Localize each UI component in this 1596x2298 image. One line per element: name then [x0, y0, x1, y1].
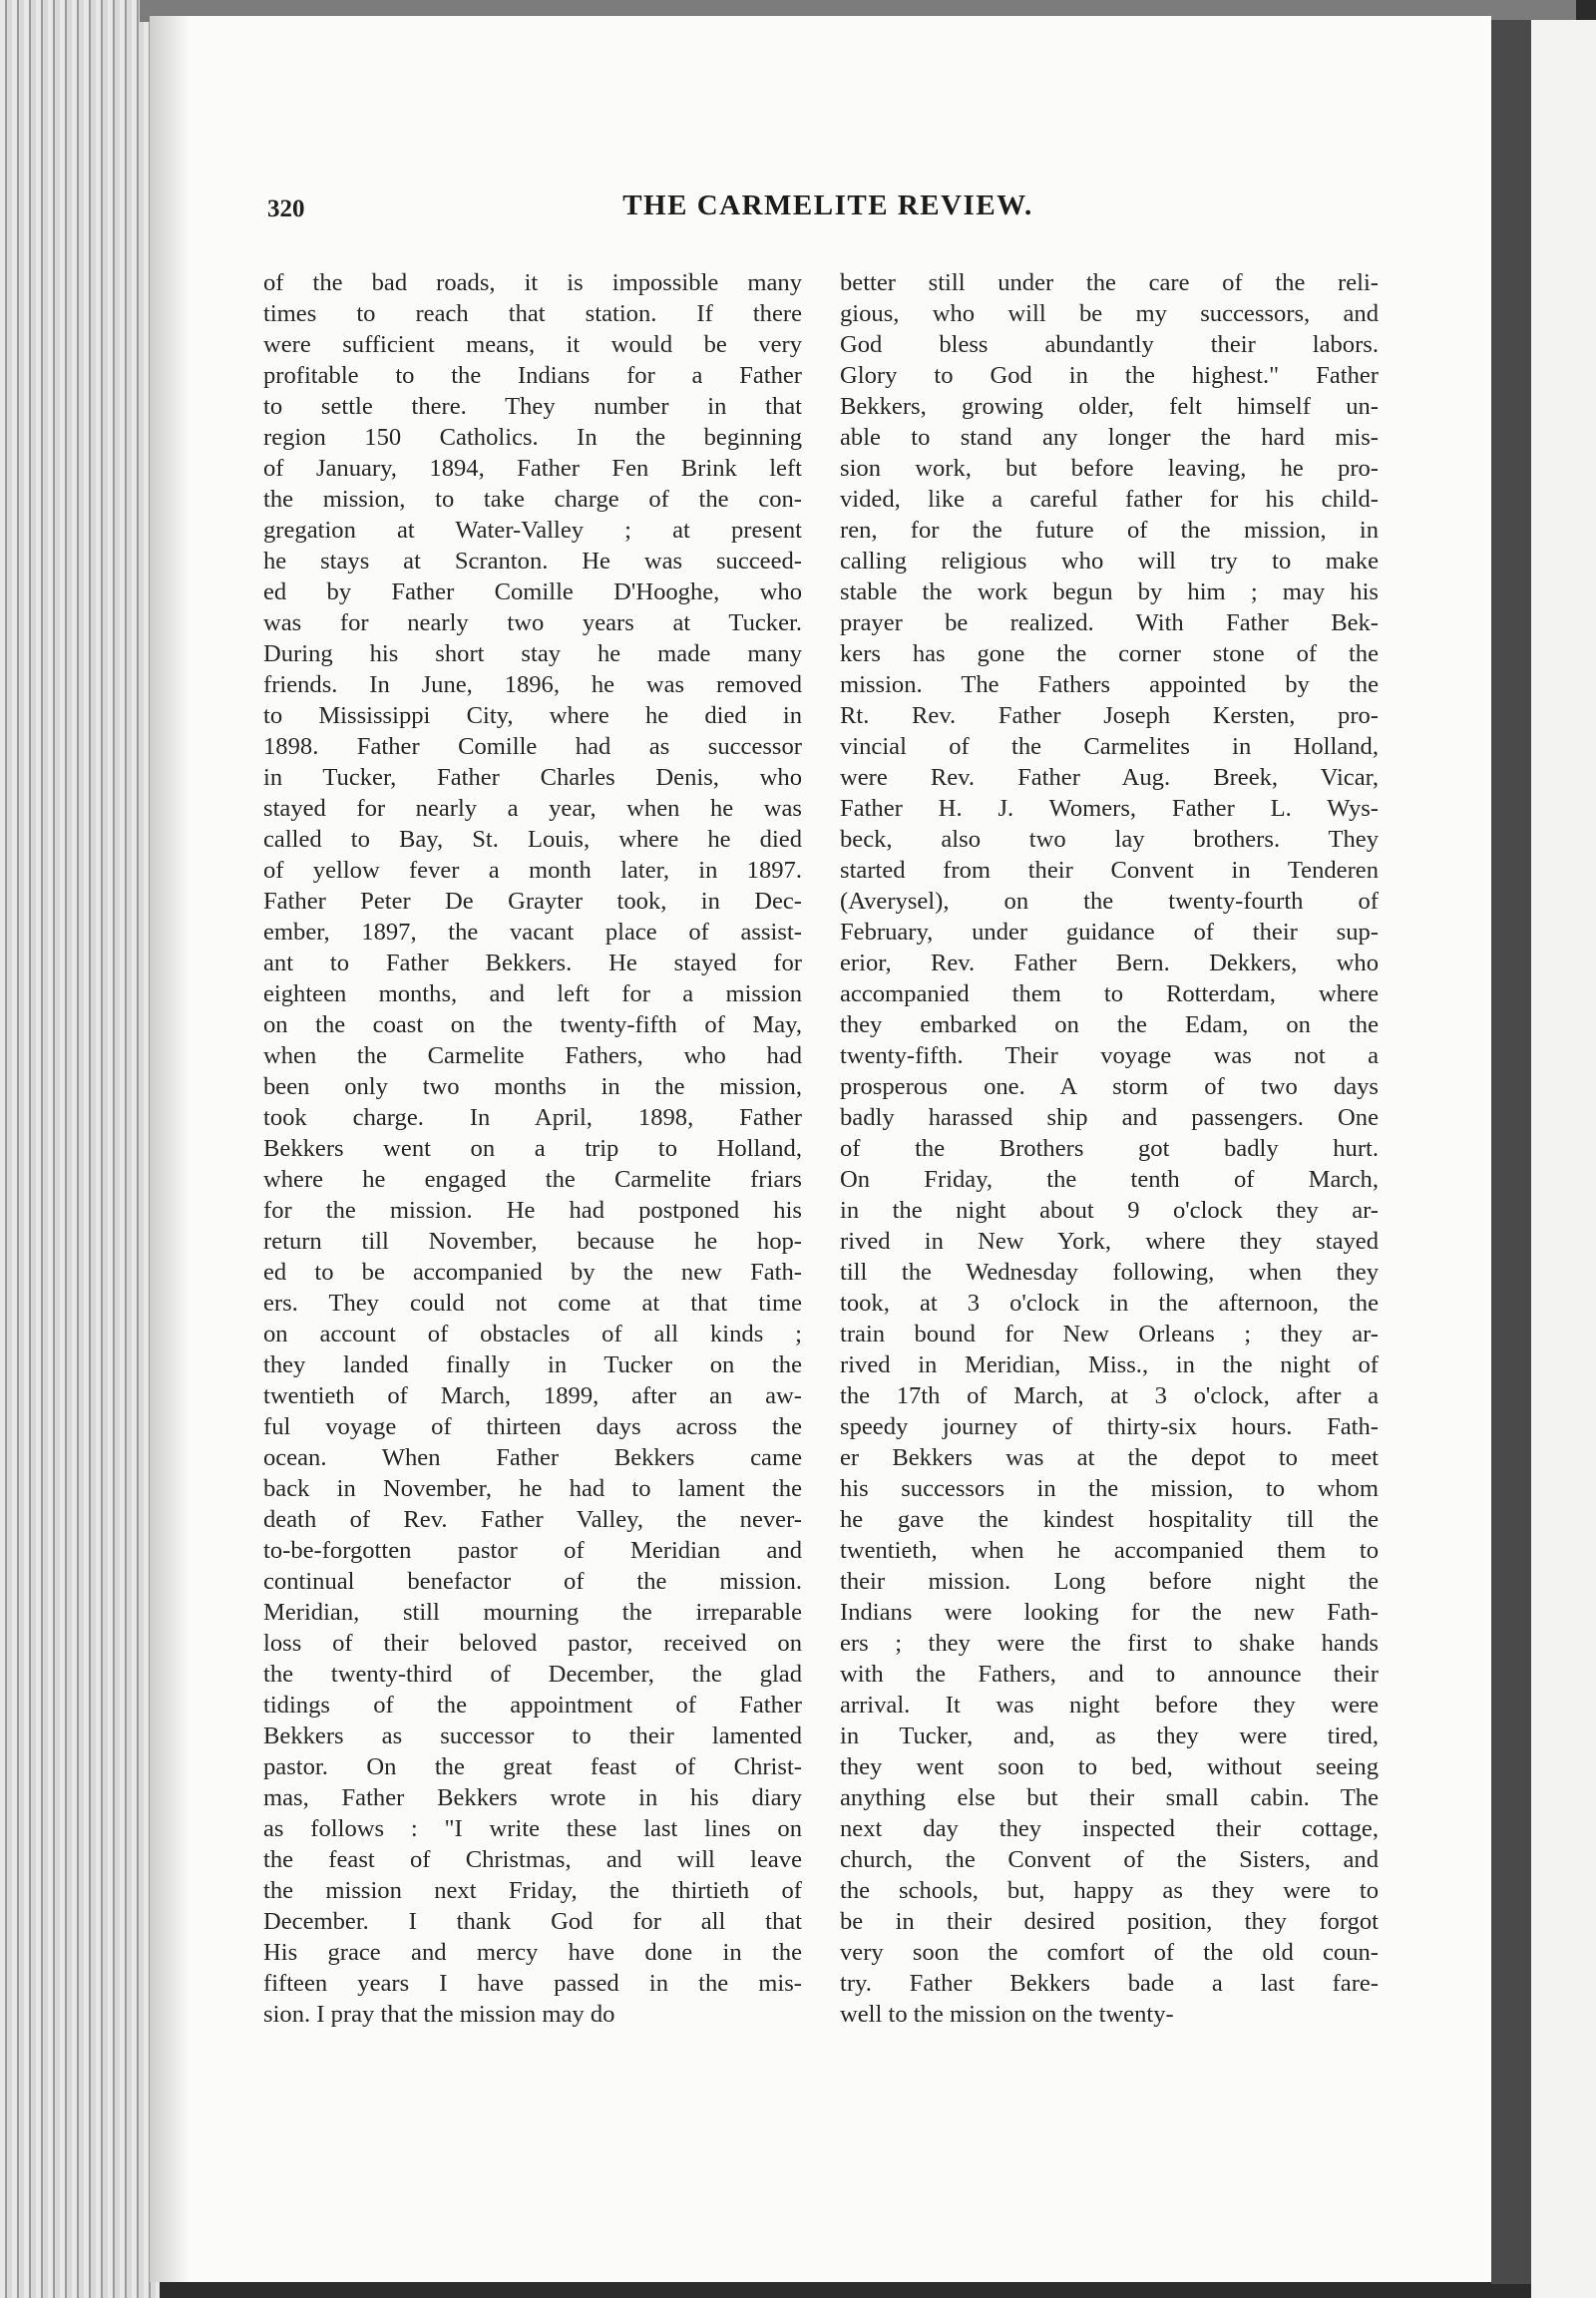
text-line: the 17th of March, at 3 o'clock, after a	[840, 1382, 1379, 1409]
text-line: badly harassed ship and passengers. One	[840, 1104, 1379, 1131]
text-line: prosperous one. A storm of two days	[840, 1073, 1379, 1100]
text-line: were Rev. Father Aug. Breek, Vicar,	[840, 764, 1379, 791]
text-line: ers ; they were the first to shake hands	[840, 1630, 1379, 1657]
text-line: in Tucker, Father Charles Denis, who	[263, 764, 802, 791]
text-line: Glory to God in the highest." Father	[840, 362, 1379, 389]
text-line: his successors in the mission, to whom	[840, 1475, 1379, 1502]
text-line: Indians were looking for the new Fath-	[840, 1599, 1379, 1626]
text-line: mas, Father Bekkers wrote in his diary	[263, 1784, 802, 1811]
text-line: on account of obstacles of all kinds ;	[263, 1321, 802, 1347]
binding-shadow	[150, 16, 190, 2282]
text-line: with the Fathers, and to announce their	[840, 1661, 1379, 1688]
text-line: as follows : "I write these last lines on	[263, 1815, 802, 1842]
text-line: Bekkers went on a trip to Holland,	[263, 1135, 802, 1162]
text-line: able to stand any longer the hard mis-	[840, 424, 1379, 451]
text-line: ember, 1897, the vacant place of assist-	[263, 919, 802, 946]
text-line: kers has gone the corner stone of the	[840, 640, 1379, 667]
text-line: (Averysel), on the twenty-fourth of	[840, 888, 1379, 915]
text-line: Bekkers, growing older, felt himself un-	[840, 393, 1379, 420]
text-line: well to the mission on the twenty-	[840, 2001, 1174, 2028]
text-line: sion work, but before leaving, he pro-	[840, 455, 1379, 482]
text-line: stayed for nearly a year, when he was	[263, 795, 802, 822]
text-line: loss of their beloved pastor, received on	[263, 1630, 802, 1657]
text-line: were sufficient means, it would be very	[263, 331, 802, 358]
text-line: twentieth of March, 1899, after an aw-	[263, 1382, 802, 1409]
text-line: stable the work begun by him ; may his	[840, 578, 1379, 605]
text-line: ed to be accompanied by the new Fath-	[263, 1259, 802, 1286]
text-line: speedy journey of thirty-six hours. Fath-	[840, 1413, 1379, 1440]
text-line: rived in Meridian, Miss., in the night of	[840, 1351, 1379, 1378]
text-line: profitable to the Indians for a Father	[263, 362, 802, 389]
text-line: took, at 3 o'clock in the afternoon, the	[840, 1290, 1379, 1317]
text-line: anything else but their small cabin. The	[840, 1784, 1379, 1811]
text-line: twentieth, when he accompanied them to	[840, 1537, 1379, 1564]
text-line: took charge. In April, 1898, Father	[263, 1104, 802, 1131]
text-line: pastor. On the great feast of Christ-	[263, 1753, 802, 1780]
text-line: Father H. J. Womers, Father L. Wys-	[840, 795, 1379, 822]
text-line: ren, for the future of the mission, in	[840, 517, 1379, 544]
text-line: be in their desired position, they forgot	[840, 1908, 1379, 1935]
text-line: he gave the kindest hospitality till the	[840, 1506, 1379, 1533]
text-line: 1898. Father Comille had as successor	[263, 733, 802, 760]
text-line: friends. In June, 1896, he was removed	[263, 671, 802, 698]
text-line: of January, 1894, Father Fen Brink left	[263, 455, 802, 482]
right-column	[840, 267, 1379, 2030]
text-line: started from their Convent in Tenderen	[840, 857, 1379, 884]
text-line: sion. I pray that the mission may do	[263, 2001, 615, 2028]
text-line: very soon the comfort of the old coun-	[840, 1939, 1379, 1966]
text-line: when the Carmelite Fathers, who had	[263, 1042, 802, 1069]
text-line: for the mission. He had postponed his	[263, 1197, 802, 1224]
text-line: the schools, but, happy as they were to	[840, 1877, 1379, 1904]
text-line: region 150 Catholics. In the beginning	[263, 424, 802, 451]
text-line: he stays at Scranton. He was succeed-	[263, 548, 802, 574]
text-line: to Mississippi City, where he died in	[263, 702, 802, 729]
text-line: erior, Rev. Father Bern. Dekkers, who	[840, 950, 1379, 976]
text-line: beck, also two lay brothers. They	[840, 826, 1379, 853]
book-page-edges	[0, 0, 160, 2298]
text-line: in the night about 9 o'clock they ar-	[840, 1197, 1379, 1224]
text-line: mission. The Fathers appointed by the	[840, 671, 1379, 698]
text-line: their mission. Long before night the	[840, 1568, 1379, 1595]
text-line: continual benefactor of the mission.	[263, 1568, 802, 1595]
text-line: better still under the care of the reli-	[840, 269, 1379, 296]
text-line: try. Father Bekkers bade a last fare-	[840, 1970, 1379, 1997]
left-column	[263, 267, 802, 2030]
text-line: they embarked on the Edam, on the	[840, 1011, 1379, 1038]
text-line: Meridian, still mourning the irreparable	[263, 1599, 802, 1626]
text-line: death of Rev. Father Valley, the never-	[263, 1506, 802, 1533]
text-line: vincial of the Carmelites in Holland,	[840, 733, 1379, 760]
text-line: gious, who will be my successors, and	[840, 300, 1379, 327]
text-line: Rt. Rev. Father Joseph Kersten, pro-	[840, 702, 1379, 729]
text-line: the feast of Christmas, and will leave	[263, 1846, 802, 1873]
text-line: been only two months in the mission,	[263, 1073, 802, 1100]
text-line: church, the Convent of the Sisters, and	[840, 1846, 1379, 1873]
text-line: ful voyage of thirteen days across the	[263, 1413, 802, 1440]
text-line: tidings of the appointment of Father	[263, 1692, 802, 1719]
text-line: accompanied them to Rotterdam, where	[840, 980, 1379, 1007]
text-line: of the Brothers got badly hurt.	[840, 1135, 1379, 1162]
text-line: Father Peter De Grayter took, in Dec-	[263, 888, 802, 915]
running-head: THE CARMELITE REVIEW.	[622, 190, 1033, 221]
text-line: His grace and mercy have done in the	[263, 1939, 802, 1966]
text-line: twenty-fifth. Their voyage was not a	[840, 1042, 1379, 1069]
text-line: arrival. It was night before they were	[840, 1692, 1379, 1719]
text-line: ant to Father Bekkers. He stayed for	[263, 950, 802, 976]
text-line: During his short stay he made many	[263, 640, 802, 667]
text-line: February, under guidance of their sup-	[840, 919, 1379, 946]
facing-page-edge	[1531, 20, 1596, 2298]
text-line: the mission next Friday, the thirtieth of	[263, 1877, 802, 1904]
text-line: called to Bay, St. Louis, where he died	[263, 826, 802, 853]
text-line: er Bekkers was at the depot to meet	[840, 1444, 1379, 1471]
text-line: Bekkers as successor to their lamented	[263, 1723, 802, 1749]
text-line: eighteen months, and left for a mission	[263, 980, 802, 1007]
text-line: to settle there. They number in that	[263, 393, 802, 420]
text-line: times to reach that station. If there	[263, 300, 802, 327]
text-line: of yellow fever a month later, in 1897.	[263, 857, 802, 884]
page-number: 320	[267, 195, 305, 222]
text-line: prayer be realized. With Father Bek-	[840, 609, 1379, 636]
text-line: to-be-forgotten pastor of Meridian and	[263, 1537, 802, 1564]
text-line: they went soon to bed, without seeing	[840, 1753, 1379, 1780]
text-line: the twenty-third of December, the glad	[263, 1661, 802, 1688]
text-line: return till November, because he hop-	[263, 1228, 802, 1255]
text-line: ed by Father Comille D'Hooghe, who	[263, 578, 802, 605]
text-line: was for nearly two years at Tucker.	[263, 609, 802, 636]
text-line: gregation at Water-Valley ; at present	[263, 517, 802, 544]
text-line: where he engaged the Carmelite friars	[263, 1166, 802, 1193]
text-line: December. I thank God for all that	[263, 1908, 802, 1935]
text-line: On Friday, the tenth of March,	[840, 1166, 1379, 1193]
text-line: vided, like a careful father for his child-	[840, 486, 1379, 513]
text-line: calling religious who will try to make	[840, 548, 1379, 574]
text-line: till the Wednesday following, when they	[840, 1259, 1379, 1286]
text-line: back in November, he had to lament the	[263, 1475, 802, 1502]
text-line: rived in New York, where they stayed	[840, 1228, 1379, 1255]
page-gutter-shadow	[1491, 20, 1531, 2284]
text-line: in Tucker, and, as they were tired,	[840, 1723, 1379, 1749]
text-line: ocean. When Father Bekkers came	[263, 1444, 802, 1471]
text-line: train bound for New Orleans ; they ar-	[840, 1321, 1379, 1347]
text-line: next day they inspected their cottage,	[840, 1815, 1379, 1842]
text-line: the mission, to take charge of the con-	[263, 486, 802, 513]
text-line: ers. They could not come at that time	[263, 1290, 802, 1317]
text-line: they landed finally in Tucker on the	[263, 1351, 802, 1378]
text-line: of the bad roads, it is impossible many	[263, 269, 802, 296]
text-line: God bless abundantly their labors.	[840, 331, 1379, 358]
text-line: on the coast on the twenty-fifth of May,	[263, 1011, 802, 1038]
text-line: fifteen years I have passed in the mis-	[263, 1970, 802, 1997]
